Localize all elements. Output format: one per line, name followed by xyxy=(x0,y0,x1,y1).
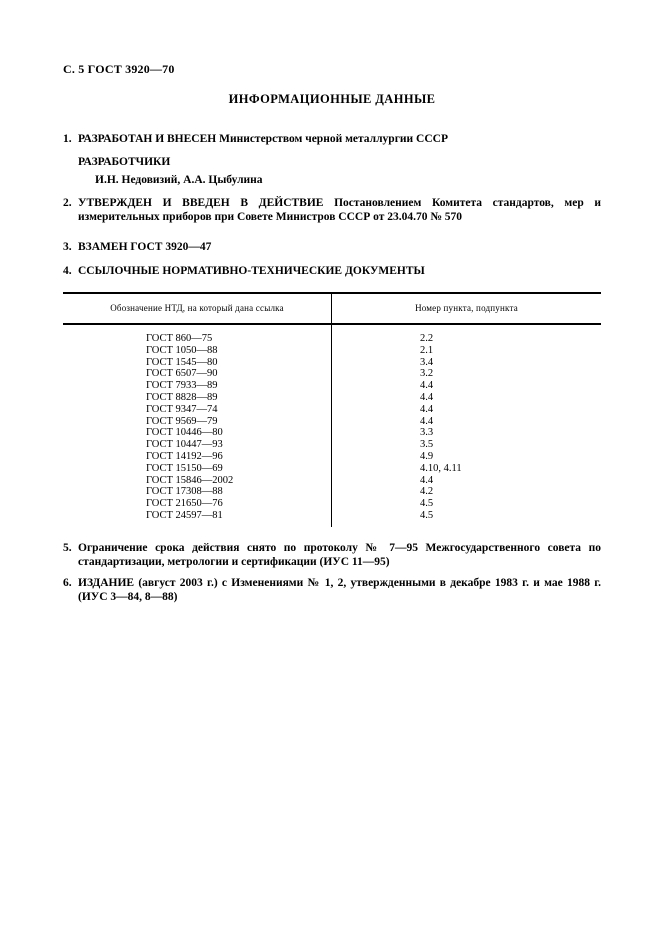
cell-ntd: ГОСТ 9347—74 xyxy=(146,403,218,415)
item-4-text: ССЫЛОЧНЫЕ НОРМАТИВНО-ТЕХНИЧЕСКИЕ ДОКУМЕНТЫ xyxy=(78,265,425,277)
cell-ntd: ГОСТ 21650—76 xyxy=(146,498,223,510)
cell-ntd: ГОСТ 6507—90 xyxy=(146,368,218,380)
references-table xyxy=(63,292,601,527)
item-3-number: 3. xyxy=(63,241,72,253)
page-content xyxy=(63,0,601,604)
cell-ntd: ГОСТ 10447—93 xyxy=(146,439,223,451)
item-5-number: 5. xyxy=(63,541,72,554)
cell-ntd: ГОСТ 7933—89 xyxy=(146,380,218,392)
cell-ntd: ГОСТ 1545—80 xyxy=(146,356,218,368)
item-1-text: РАЗРАБОТАН И ВНЕСЕН Министерством черной металлургии СССР xyxy=(78,133,448,145)
table-column-ntd xyxy=(63,325,332,527)
page-title: ИНФОРМАЦИОННЫЕ ДАННЫЕ xyxy=(228,92,436,106)
cell-punkt: 3.3 xyxy=(420,427,434,439)
cell-ntd: ГОСТ 17308—88 xyxy=(146,486,223,498)
developers-names: И.Н. Недовизий, А.А. Цыбулина xyxy=(95,174,263,186)
item-2-text: УТВЕРЖДЕН И ВВЕДЕН В ДЕЙСТВИЕ Постановлением Комитета стандартов, мер и измерительных приборов при Совете Министров СССР от 23.04.70 № 570 xyxy=(78,197,601,223)
references-table-header xyxy=(63,294,601,325)
item-2 xyxy=(63,196,601,224)
table-column-punkt xyxy=(332,325,601,527)
item-4-number: 4. xyxy=(63,265,72,277)
cell-punkt: 2.2 xyxy=(420,333,434,344)
cell-ntd: ГОСТ 15150—69 xyxy=(146,462,223,474)
cell-ntd: ГОСТ 14192—96 xyxy=(146,450,223,462)
cell-punkt: 4.5 xyxy=(420,509,434,521)
cell-punkt: 4.4 xyxy=(420,403,434,415)
cell-ntd: ГОСТ 24597—81 xyxy=(146,509,223,521)
item-5 xyxy=(63,541,601,569)
cell-ntd: ГОСТ 1050—88 xyxy=(146,344,218,356)
cell-punkt: 4.9 xyxy=(420,450,434,462)
item-6-text: ИЗДАНИЕ (август 2003 г.) с Изменениями № 1, 2, утвержденными в декабре 1983 г. и мае 1988 г. (ИУС 3—84, 8—88) xyxy=(78,576,601,603)
page-header: С. 5 ГОСТ 3920—70 xyxy=(63,62,175,76)
cell-punkt: 4.4 xyxy=(420,415,434,427)
cell-ntd: ГОСТ 860—75 xyxy=(146,333,213,344)
cell-punkt: 2.1 xyxy=(420,344,434,356)
cell-punkt: 4.4 xyxy=(420,474,434,486)
cell-punkt: 4.4 xyxy=(420,391,434,403)
cell-punkt: 3.2 xyxy=(420,368,434,380)
item-4 xyxy=(63,264,601,278)
item-1-number: 1. xyxy=(63,133,72,145)
item-3 xyxy=(63,240,601,254)
cell-punkt: 3.5 xyxy=(420,439,434,451)
item-6-number: 6. xyxy=(63,576,72,589)
cell-ntd: ГОСТ 9569—79 xyxy=(146,415,218,427)
cell-ntd: ГОСТ 10446—80 xyxy=(146,427,223,439)
references-table-body xyxy=(63,325,601,527)
cell-punkt: 3.4 xyxy=(420,356,434,368)
developers-heading: РАЗРАБОТЧИКИ xyxy=(78,156,171,168)
item-1 xyxy=(63,132,601,146)
cell-punkt: 4.10, 4.11 xyxy=(420,462,462,474)
cell-ntd: ГОСТ 8828—89 xyxy=(146,391,218,403)
item-6 xyxy=(63,576,601,604)
cell-punkt: 4.5 xyxy=(420,498,434,510)
cell-ntd: ГОСТ 15846—2002 xyxy=(146,474,234,486)
table-header-cell-punkt: Номер пункта, подпункта xyxy=(415,303,518,313)
cell-punkt: 4.2 xyxy=(420,486,434,498)
item-2-number: 2. xyxy=(63,197,72,209)
item-3-text: ВЗАМЕН ГОСТ 3920—47 xyxy=(78,241,212,253)
table-header-cell-ntd: Обозначение НТД, на который дана ссылка xyxy=(63,294,332,323)
item-5-text: Ограничение срока действия снято по протоколу № 7—95 Межгосударственного совета по стандартизации, метрологии и сертификации (ИУС 11—95) xyxy=(78,541,601,568)
cell-punkt: 4.4 xyxy=(420,380,434,392)
